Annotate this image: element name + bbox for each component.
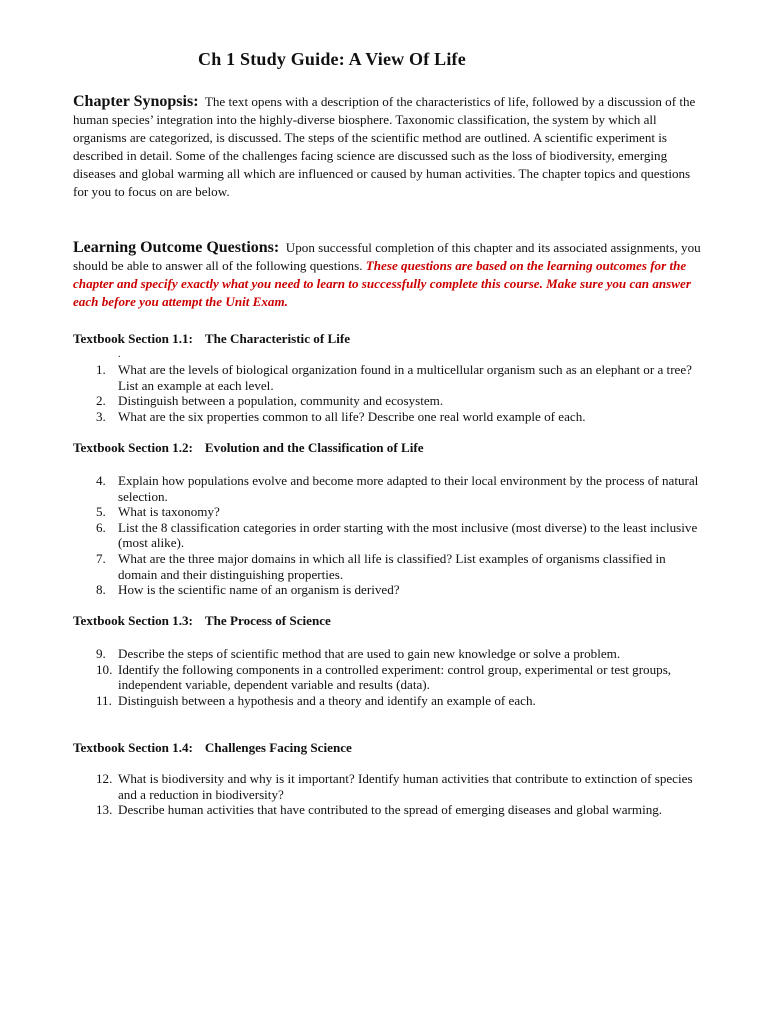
question-item bbox=[73, 771, 703, 802]
question-text: How is the scientific name of an organism is derived? bbox=[118, 582, 400, 598]
question-item bbox=[73, 473, 703, 504]
question-number: 5. bbox=[96, 504, 106, 520]
question-number: 6. bbox=[96, 519, 106, 535]
section-label: Textbook Section 1.1: bbox=[73, 331, 193, 346]
question-number: 13. bbox=[96, 802, 113, 818]
question-number: 12. bbox=[96, 771, 113, 786]
question-number: 1. bbox=[96, 362, 106, 377]
learning-heading-colon: : bbox=[273, 239, 280, 256]
question-item bbox=[73, 409, 703, 425]
question-list-1-3 bbox=[73, 646, 703, 708]
section-label: Textbook Section 1.3: bbox=[73, 613, 193, 628]
question-number: 9. bbox=[96, 646, 106, 661]
learning-emphasis: These questions are based on the learning outcomes for the chapter and specify exactly what you need to learn to successfully complete this course. Make sure you can answer each before you attempt the Unit Exam. bbox=[73, 258, 691, 309]
question-text: Describe human activities that have contributed to the spread of emerging diseases and global warming. bbox=[118, 802, 663, 818]
question-text: Explain how populations evolve and become more adapted to their local environment by the process of natural selection. bbox=[118, 473, 699, 504]
question-item bbox=[73, 504, 703, 520]
question-number: 4. bbox=[96, 473, 106, 488]
section-name: Evolution and the Classification of Life bbox=[204, 440, 424, 455]
question-item bbox=[73, 551, 703, 582]
question-number: 2. bbox=[96, 393, 106, 409]
question-number: 10. bbox=[96, 661, 113, 677]
question-list-1-4 bbox=[73, 771, 703, 818]
synopsis-text: The text opens with a description of the characteristics of life, followed by a discussion of the human species’ integration into the highly-diverse biosphere. Taxonomic classification, the system by which all organisms are categorized, is discussed. The steps of the scientific method are outlined. A scientific experiment is described in detail. Some of the challenges facing science are discussed such as the loss of biodiversity, emerging diseases and global warming all which are influenced or caused by human activities. The chapter topics and questions for you to focus on are below. bbox=[73, 94, 696, 199]
question-text: What is taxonomy? bbox=[118, 504, 220, 520]
section-heading-1-1 bbox=[73, 331, 350, 347]
chapter-synopsis bbox=[73, 93, 703, 201]
question-text: What are the three major domains in which all life is classified? List examples of organisms classified in domain and their distinguishing properties. bbox=[118, 550, 666, 582]
question-item bbox=[73, 582, 703, 598]
question-item bbox=[73, 520, 703, 551]
question-text: What are the six properties common to all life? Describe one real world example of each. bbox=[118, 408, 586, 424]
question-list-1-1 bbox=[73, 362, 703, 424]
section-name: Challenges Facing Science bbox=[204, 740, 352, 755]
question-number: 7. bbox=[96, 550, 106, 566]
question-text: Describe the steps of scientific method that are used to gain new knowledge or solve a problem. bbox=[118, 646, 621, 661]
section-heading-1-4 bbox=[73, 740, 352, 756]
question-text: Distinguish between a population, community and ecosystem. bbox=[118, 393, 444, 409]
question-number: 3. bbox=[96, 408, 106, 424]
learning-heading: Learning Outcome Questions bbox=[73, 239, 274, 256]
question-text: What is biodiversity and why is it important? Identify human activities that contribute to extinction of species and a reduction in biodiversity? bbox=[118, 771, 693, 802]
section-label: Textbook Section 1.4: bbox=[73, 740, 193, 755]
question-item bbox=[73, 646, 703, 662]
question-item bbox=[73, 802, 703, 818]
section-name: The Process of Science bbox=[204, 613, 331, 628]
document-title: Ch 1 Study Guide: A View Of Life bbox=[198, 49, 466, 69]
question-list-1-2 bbox=[73, 473, 703, 598]
section-heading-1-3 bbox=[73, 613, 331, 629]
question-text: What are the levels of biological organization found in a multicellular organism such as an elephant or a tree? List an example at each level. bbox=[118, 362, 692, 393]
question-item bbox=[73, 362, 703, 393]
learning-outcomes bbox=[73, 239, 703, 311]
synopsis-heading: Chapter Synopsis: bbox=[73, 93, 199, 110]
question-text: Identify the following components in a controlled experiment: control group, experimental or test groups, independent variable, dependent variable and results (data). bbox=[118, 661, 672, 693]
question-number: 8. bbox=[96, 582, 106, 598]
learning-text: Upon successful completion of this chapter and its associated assignments, you should be able to answer all of the following questions. bbox=[73, 240, 701, 273]
section-name: The Characteristic of Life bbox=[204, 331, 351, 346]
section-heading-1-2 bbox=[73, 440, 424, 456]
section-label: Textbook Section 1.2: bbox=[73, 440, 193, 455]
question-item bbox=[73, 693, 703, 709]
question-text: Distinguish between a hypothesis and a theory and identify an example of each. bbox=[118, 692, 536, 708]
stray-dot: . bbox=[118, 349, 121, 360]
question-number: 11. bbox=[96, 692, 112, 708]
question-item bbox=[73, 662, 703, 693]
question-item bbox=[73, 393, 703, 409]
question-text: List the 8 classification categories in order starting with the most inclusive (most diverse) to the least inclusive (most alike). bbox=[118, 519, 698, 551]
